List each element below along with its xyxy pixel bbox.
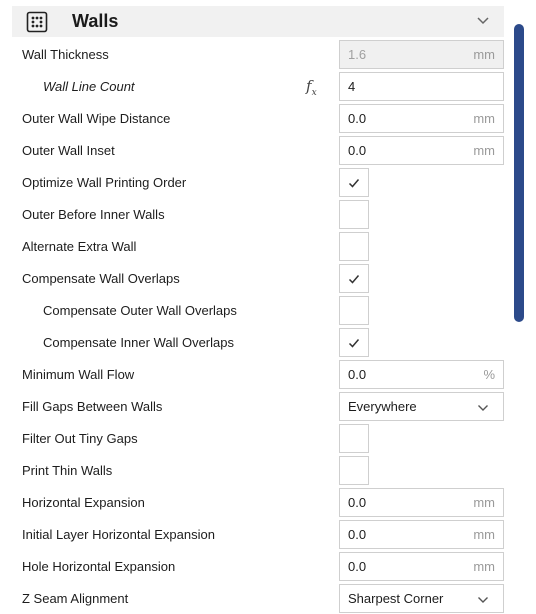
setting-row-outer-wall-wipe-distance (0, 102, 510, 134)
unit-label: mm (473, 111, 495, 126)
input-value: 0.0 (348, 559, 367, 574)
minimum-wall-flow-input[interactable] (339, 360, 504, 389)
dropdown-value: Everywhere (348, 399, 417, 414)
print-thin-walls-checkbox[interactable] (339, 456, 369, 485)
alternate-extra-wall-checkbox[interactable] (339, 232, 369, 261)
wall-thickness-input (339, 40, 504, 69)
setting-label: Wall Thickness (22, 46, 109, 62)
optimize-wall-printing-order-checkbox[interactable] (339, 168, 369, 197)
setting-row-hole-horizontal-expansion (0, 550, 510, 582)
setting-row-wall-thickness (0, 38, 510, 70)
section-title: Walls (72, 11, 119, 31)
setting-row-compensate-outer-wall-overlaps (0, 294, 510, 326)
compensate-wall-overlaps-checkbox[interactable] (339, 264, 369, 293)
setting-label: Alternate Extra Wall (22, 238, 137, 254)
filter-out-tiny-gaps-checkbox[interactable] (339, 424, 369, 453)
unit-label: mm (473, 559, 495, 574)
scrollbar-thumb[interactable] (514, 24, 524, 322)
setting-row-minimum-wall-flow (0, 358, 510, 390)
unit-label: mm (473, 495, 495, 510)
unit-label: mm (473, 47, 495, 62)
outer-wall-inset-input[interactable] (339, 136, 504, 165)
input-value: 0.0 (348, 367, 367, 382)
setting-label: Minimum Wall Flow (22, 366, 135, 382)
compensate-inner-wall-overlaps-checkbox[interactable] (339, 328, 369, 357)
unit-label: mm (473, 143, 495, 158)
chevron-down-icon[interactable] (476, 14, 490, 28)
setting-label: Compensate Inner Wall Overlaps (43, 334, 234, 350)
setting-label: Z Seam Alignment (22, 590, 129, 606)
outer-wall-wipe-distance-input[interactable] (339, 104, 504, 133)
unit-label: mm (473, 527, 495, 542)
wall-line-count-input[interactable] (339, 72, 504, 101)
setting-label: Filter Out Tiny Gaps (22, 430, 138, 446)
setting-label: Wall Line Count (43, 78, 135, 94)
setting-label: Outer Wall Inset (22, 142, 115, 158)
input-value: 0.0 (348, 111, 367, 126)
setting-row-horizontal-expansion (0, 486, 510, 518)
setting-row-outer-wall-inset (0, 134, 510, 166)
checkmark-icon (348, 273, 360, 285)
unit-label: % (483, 367, 495, 382)
chevron-down-icon (477, 401, 489, 413)
setting-row-filter-out-tiny-gaps (0, 422, 510, 454)
input-value: 0.0 (348, 143, 367, 158)
checkmark-icon (348, 177, 360, 189)
setting-label: Optimize Wall Printing Order (22, 174, 187, 190)
chevron-down-icon (477, 593, 489, 605)
setting-row-fill-gaps-between-walls (0, 390, 510, 422)
setting-row-wall-line-count (0, 70, 510, 102)
input-value: 1.6 (348, 47, 367, 62)
dropdown-value: Sharpest Corner (348, 591, 444, 606)
setting-row-optimize-wall-printing-order (0, 166, 510, 198)
setting-row-outer-before-inner-walls (0, 198, 510, 230)
compensate-outer-wall-overlaps-checkbox[interactable] (339, 296, 369, 325)
horizontal-expansion-input[interactable] (339, 488, 504, 517)
outer-before-inner-walls-checkbox[interactable] (339, 200, 369, 229)
fill-gaps-between-walls-dropdown[interactable] (339, 392, 504, 421)
setting-row-compensate-inner-wall-overlaps (0, 326, 510, 358)
setting-label: Hole Horizontal Expansion (22, 558, 176, 574)
settings-list (0, 38, 510, 614)
setting-row-initial-layer-horizontal-expansion (0, 518, 510, 550)
setting-row-print-thin-walls (0, 454, 510, 486)
input-value: 4 (348, 79, 356, 94)
initial-layer-horizontal-expansion-input[interactable] (339, 520, 504, 549)
setting-label: Outer Wall Wipe Distance (22, 110, 171, 126)
setting-label: Print Thin Walls (22, 462, 113, 478)
setting-label: Compensate Wall Overlaps (22, 270, 180, 286)
setting-row-alternate-extra-wall (0, 230, 510, 262)
setting-label: Fill Gaps Between Walls (22, 398, 163, 414)
setting-label: Compensate Outer Wall Overlaps (43, 302, 237, 318)
section-header-walls[interactable] (12, 6, 504, 37)
walls-category-icon (26, 11, 48, 33)
input-value: 0.0 (348, 495, 367, 510)
setting-row-z-seam-alignment (0, 582, 510, 614)
setting-label: Horizontal Expansion (22, 494, 145, 510)
setting-row-compensate-wall-overlaps (0, 262, 510, 294)
setting-label: Outer Before Inner Walls (22, 206, 165, 222)
input-value: 0.0 (348, 527, 367, 542)
hole-horizontal-expansion-input[interactable] (339, 552, 504, 581)
z-seam-alignment-dropdown[interactable] (339, 584, 504, 613)
checkmark-icon (348, 337, 360, 349)
function-icon[interactable]: $f_x$ (306, 77, 317, 98)
setting-label: Initial Layer Horizontal Expansion (22, 526, 215, 542)
